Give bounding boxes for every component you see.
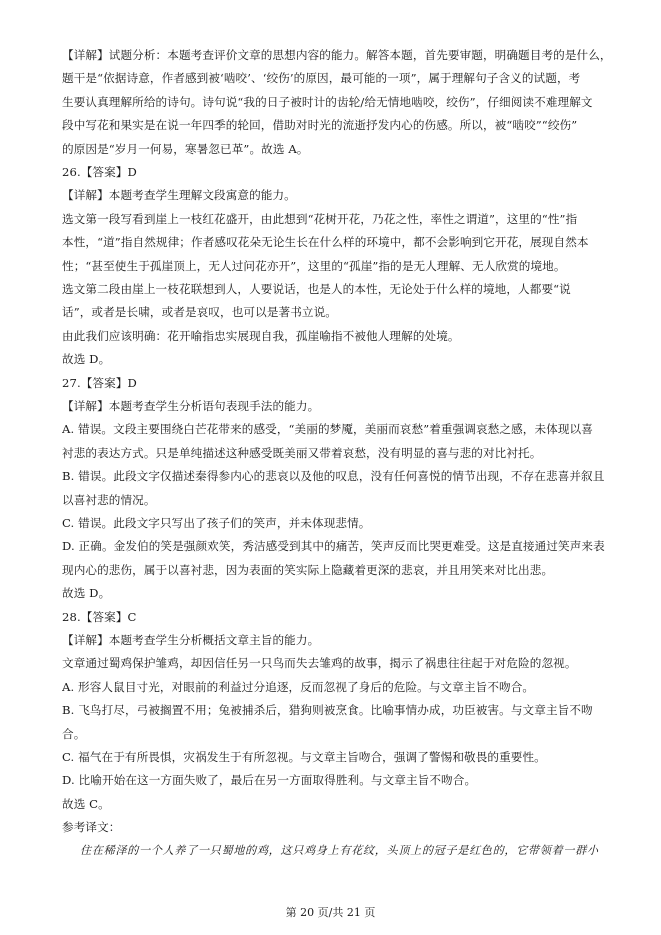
text-line: 由此我们应该明确：花开喻指忠实展现自我，孤崖喻指不被他人理解的处境。 bbox=[62, 328, 460, 343]
text-line: 故选 D。 bbox=[62, 352, 111, 367]
text-line: C. 错误。此段文字只写出了孩子们的笑声，并未体现悲情。 bbox=[62, 516, 371, 530]
text-line: 文章通过蜀鸡保护雏鸡，却因信任另一只鸟而失去雏鸡的故事，揭示了祸患往往起于对危险的忽视。 bbox=[62, 656, 577, 671]
text-line: 选文第二段由崖上一枝花联想到人，人要说话，也是人的本性，无论处于什么样的境地，人都要“说 bbox=[62, 282, 571, 296]
text-line: 段中写花和果实是在说一年四季的轮回，借助对时光的流逝抒发内心的伤感。所以，被“啮咬”“绞伤” bbox=[62, 118, 578, 133]
text-line: D. 正确。金发伯的笑是强颜欢笑，秀洁感受到其中的痛苦，笑声反而比哭更难受。这是直接通过笑声来表 bbox=[62, 539, 605, 554]
text-line: 话”，或者是长啸，或者是哀叹，也可以是著书立说。 bbox=[62, 305, 337, 320]
text-line: 参考译文： bbox=[62, 820, 121, 835]
text-line: 【详解】本题考查学生分析语句表现手法的能力。 bbox=[62, 399, 320, 413]
text-line: 【详解】试题分析：本题考查评价文章的思想内容的能力。解答本题，首先要审题，明确题目考的是什么， bbox=[62, 48, 612, 62]
text-line: A. 形容人鼠目寸光，对眼前的利益过分追逐，反而忽视了身后的危险。与文章主旨不吻合。 bbox=[62, 679, 535, 694]
text-line: 住在稀泽的一个人养了一只蜀地的鸡，这只鸡身上有花纹，头顶上的冠子是红色的，它带领着一群小 bbox=[80, 843, 599, 857]
text-line: A. 错误。文段主要围绕白芒花带来的感受，“美丽的梦魇，美丽而哀愁”着重强调哀愁之感，未体现以喜 bbox=[62, 422, 593, 437]
text-line: 生要认真理解所给的诗句。诗句说“我的日子被时计的齿轮/给无情地啮咬，绞伤”，仔细阅读不难理解文 bbox=[62, 94, 593, 109]
page-footer: 第 20 页/共 21 页 bbox=[285, 906, 376, 919]
text-line: 以喜衬悲的情况。 bbox=[62, 492, 156, 507]
text-line: D. 比喻开始在这一方面失败了，最后在另一方面取得胜利。与文章主旨不吻合。 bbox=[62, 773, 477, 788]
text-line: 故选 C。 bbox=[62, 796, 110, 811]
text-line: 现内心的悲伤，属于以喜衬悲，因为表面的笑实际上隐藏着更深的悲哀，并且用笑来对比出悲。 bbox=[62, 562, 554, 577]
text-line: 题干是“依据诗意，作者感到被‘啮咬’、‘绞伤’的原因，最可能的一项”，属于理解句子含义的试题，考 bbox=[62, 71, 581, 86]
text-line: 28.【答案】C bbox=[62, 609, 137, 624]
text-line: 本性，“道”指自然规律；作者感叹花朵无论生长在什么样的环境中，都不会影响到它开花，展现自然本 bbox=[62, 235, 589, 250]
text-line: 选文第一段写看到崖上一枝红花盛开，由此想到“花树开花，乃花之性，率性之谓道”，这里的“性”指 bbox=[62, 211, 578, 226]
text-line: B. 错误。此段文字仅描述秦得参内心的悲哀以及他的叹息，没有任何喜悦的情节出现，不存在悲喜并叙且 bbox=[62, 469, 605, 484]
text-line: 的原因是“岁月一何易，寒暑忽已革”。故选 A。 bbox=[62, 141, 309, 156]
text-line: B. 飞鸟打尽，弓被搁置不用；兔被捕杀后，猎狗则被烹食。比喻事情办成，功臣被害。与文章主旨不吻 bbox=[62, 703, 593, 718]
text-line: C. 福气在于有所畏惧，灾祸发生于有所忽视。与文章主旨吻合，强调了警惕和敬畏的重要性。 bbox=[62, 750, 546, 764]
text-line: 【详解】本题考查学生分析概括文章主旨的能力。 bbox=[62, 633, 320, 647]
text-line: 合。 bbox=[62, 726, 86, 741]
text-line: 性；“甚至使生于孤崖顶上，无人过问花亦开”，这里的“孤崖”指的是无人理解、无人欣赏的境地。 bbox=[62, 258, 566, 273]
text-line: 26.【答案】D bbox=[62, 165, 137, 179]
text-line: 【详解】本题考查学生理解文段寓意的能力。 bbox=[62, 188, 296, 203]
text-line: 衬悲的表达方式。只是单纯描述这种感受既美丽又带着哀愁，没有明显的喜与悲的对比衬托。 bbox=[62, 445, 542, 460]
text-line: 27.【答案】D bbox=[62, 375, 137, 390]
text-line: 故选 D。 bbox=[62, 586, 111, 601]
